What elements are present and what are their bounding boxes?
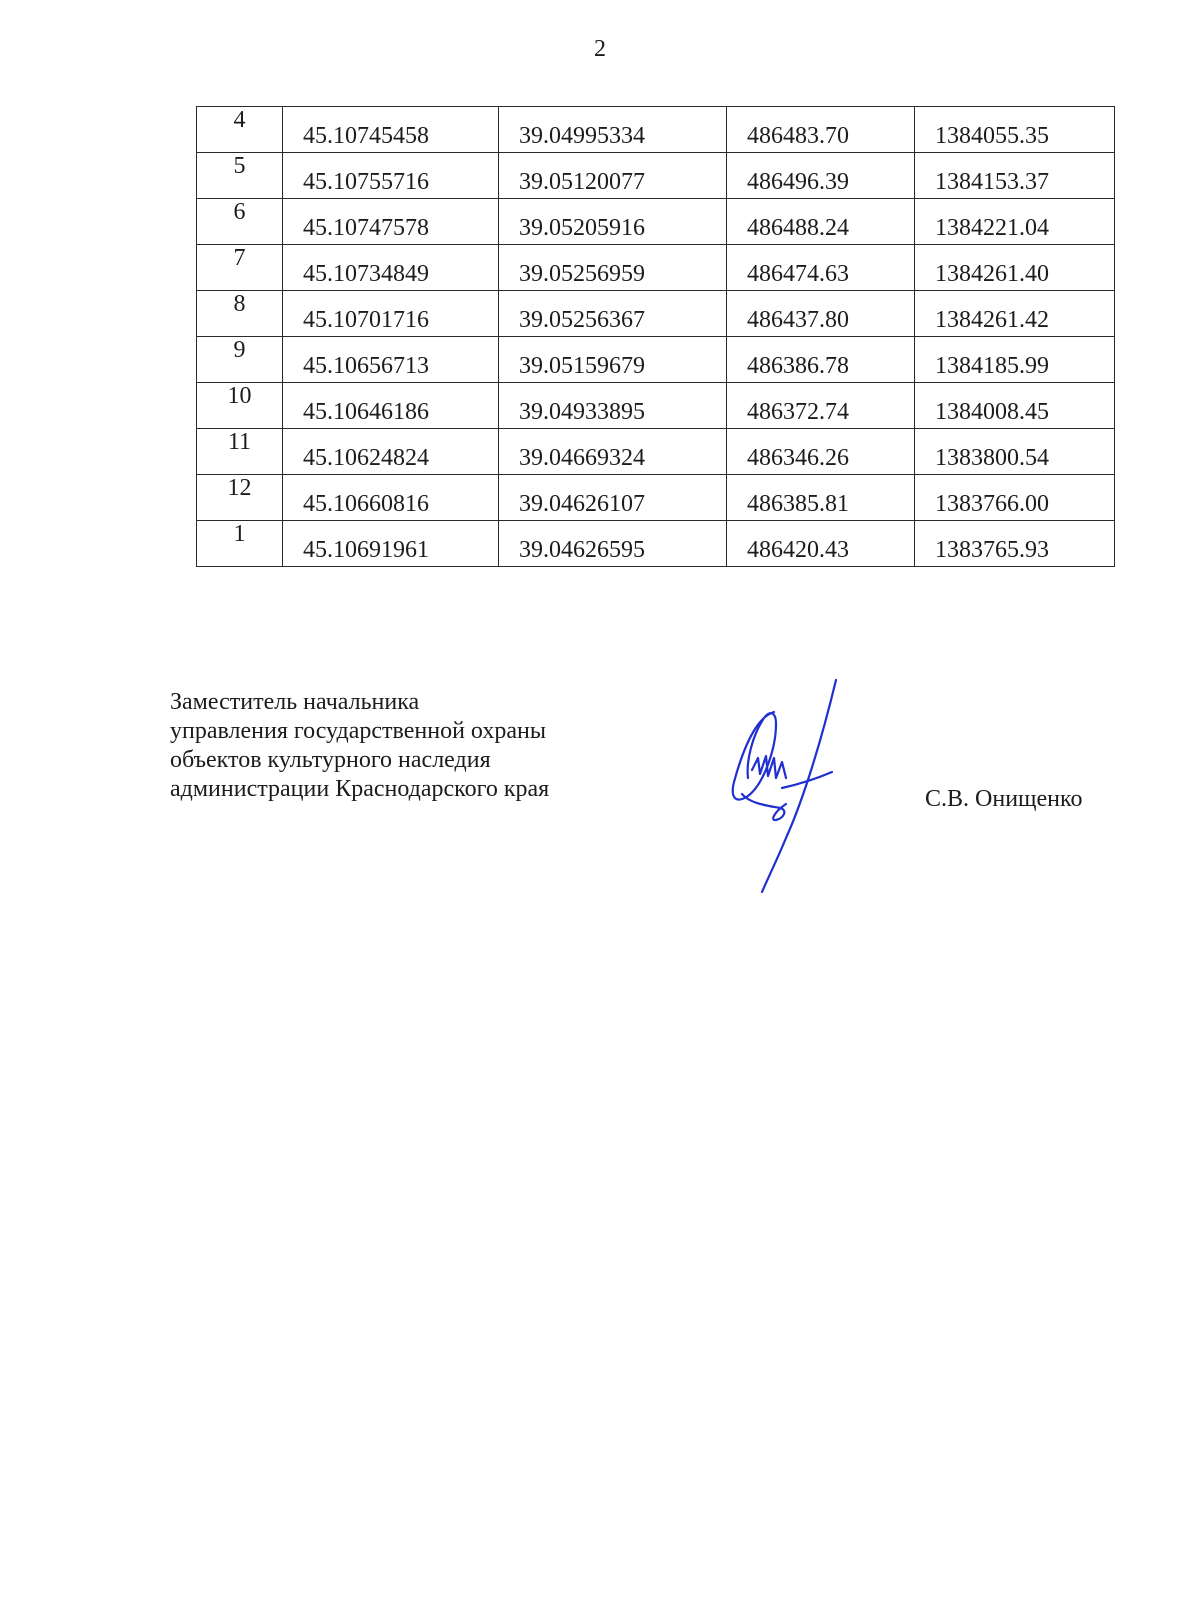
y-coordinate-cell: 1384261.42 (915, 291, 1115, 337)
y-coordinate-cell: 1384221.04 (915, 199, 1115, 245)
x-coordinate-cell: 486474.63 (727, 245, 915, 291)
handwritten-signature (730, 678, 870, 898)
signatory-position (170, 688, 549, 804)
point-number-cell: 12 (197, 475, 283, 521)
table-row (197, 475, 1115, 521)
table-row (197, 199, 1115, 245)
point-number-cell: 11 (197, 429, 283, 475)
x-coordinate-cell: 486386.78 (727, 337, 915, 383)
table-row (197, 291, 1115, 337)
latitude-cell: 45.10691961 (283, 521, 499, 567)
position-line: Заместитель начальника (170, 689, 420, 715)
longitude-cell: 39.05205916 (499, 199, 727, 245)
table-row (197, 521, 1115, 567)
y-coordinate-cell: 1383766.00 (915, 475, 1115, 521)
x-coordinate-cell: 486488.24 (727, 199, 915, 245)
y-coordinate-cell: 1384008.45 (915, 383, 1115, 429)
y-coordinate-cell: 1384185.99 (915, 337, 1115, 383)
longitude-cell: 39.04626595 (499, 521, 727, 567)
point-number-cell: 5 (197, 153, 283, 199)
table-row (197, 383, 1115, 429)
table-row (197, 107, 1115, 153)
x-coordinate-cell: 486496.39 (727, 153, 915, 199)
latitude-cell: 45.10624824 (283, 429, 499, 475)
signature-stroke (733, 712, 776, 800)
latitude-cell: 45.10660816 (283, 475, 499, 521)
coordinates-table-body (197, 107, 1115, 567)
y-coordinate-cell: 1383800.54 (915, 429, 1115, 475)
longitude-cell: 39.04669324 (499, 429, 727, 475)
coordinates-table (196, 106, 1115, 567)
point-number-cell: 6 (197, 199, 283, 245)
latitude-cell: 45.10656713 (283, 337, 499, 383)
latitude-cell: 45.10646186 (283, 383, 499, 429)
table-row (197, 245, 1115, 291)
latitude-cell: 45.10747578 (283, 199, 499, 245)
point-number-cell: 4 (197, 107, 283, 153)
position-line: администрации Краснодарского края (170, 776, 550, 802)
longitude-cell: 39.04933895 (499, 383, 727, 429)
point-number-cell: 8 (197, 291, 283, 337)
position-line: управления государственной охраны (170, 718, 546, 744)
page-number: 2 (594, 36, 606, 62)
x-coordinate-cell: 486420.43 (727, 521, 915, 567)
longitude-cell: 39.05120077 (499, 153, 727, 199)
x-coordinate-cell: 486346.26 (727, 429, 915, 475)
point-number-cell: 7 (197, 245, 283, 291)
latitude-cell: 45.10734849 (283, 245, 499, 291)
x-coordinate-cell: 486372.74 (727, 383, 915, 429)
y-coordinate-cell: 1384261.40 (915, 245, 1115, 291)
longitude-cell: 39.05159679 (499, 337, 727, 383)
signature-stroke (742, 794, 786, 820)
y-coordinate-cell: 1384055.35 (915, 107, 1115, 153)
latitude-cell: 45.10745458 (283, 107, 499, 153)
point-number-cell: 9 (197, 337, 283, 383)
x-coordinate-cell: 486437.80 (727, 291, 915, 337)
x-coordinate-cell: 486385.81 (727, 475, 915, 521)
x-coordinate-cell: 486483.70 (727, 107, 915, 153)
longitude-cell: 39.05256367 (499, 291, 727, 337)
longitude-cell: 39.04626107 (499, 475, 727, 521)
table-row (197, 337, 1115, 383)
longitude-cell: 39.04995334 (499, 107, 727, 153)
latitude-cell: 45.10701716 (283, 291, 499, 337)
table-row (197, 153, 1115, 199)
y-coordinate-cell: 1384153.37 (915, 153, 1115, 199)
signer-name: С.В. Онищенко (925, 786, 1083, 812)
point-number-cell: 10 (197, 383, 283, 429)
point-number-cell: 1 (197, 521, 283, 567)
y-coordinate-cell: 1383765.93 (915, 521, 1115, 567)
table-row (197, 429, 1115, 475)
latitude-cell: 45.10755716 (283, 153, 499, 199)
position-line: объектов культурного наследия (170, 747, 491, 773)
longitude-cell: 39.05256959 (499, 245, 727, 291)
